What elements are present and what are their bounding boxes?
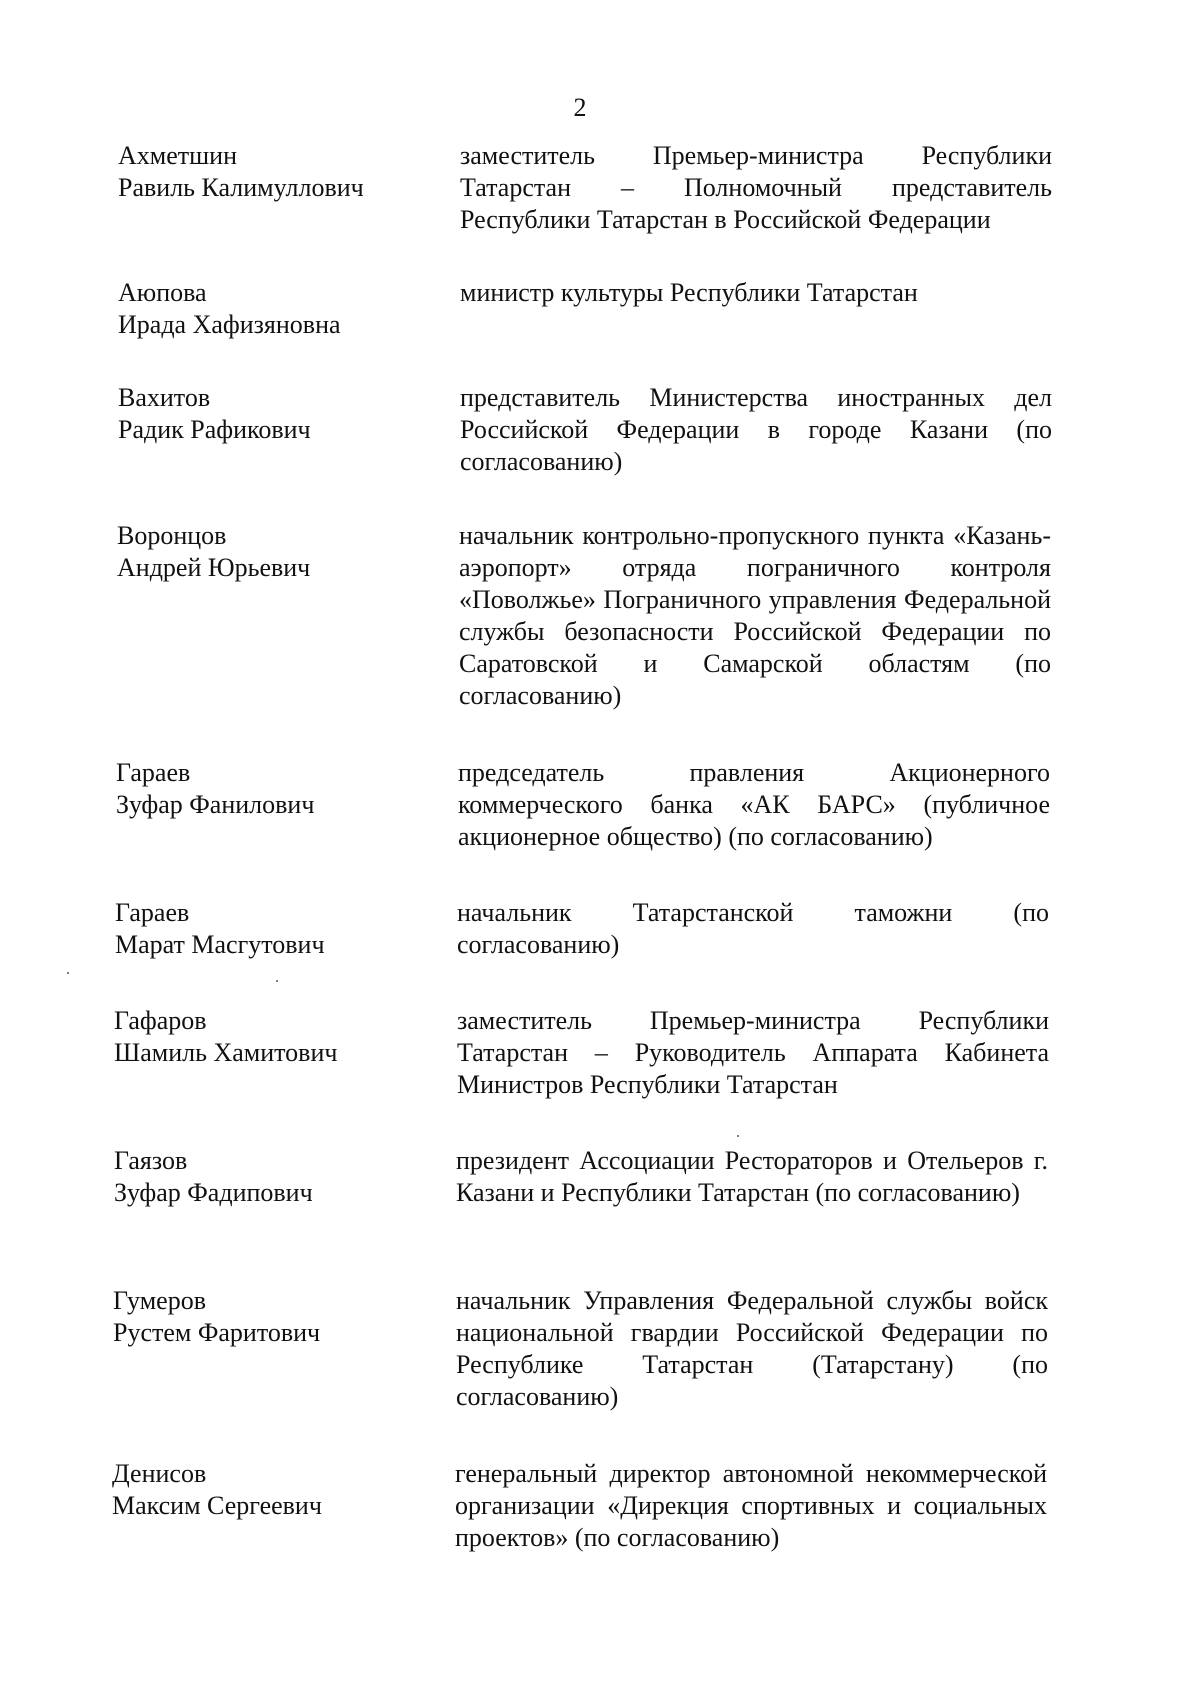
- member-given-names: Равиль Калимуллович: [118, 173, 364, 202]
- member-position: представитель Министерства иностранных дел Российской Федерации в городе Казани (по согласованию): [460, 383, 1052, 476]
- member-position: председатель правления Акционерного коммерческого банка «АК БАРС» (публичное акционерное общество) (по согласованию): [458, 758, 1050, 851]
- member-name: [116, 757, 416, 821]
- scan-speck: [737, 1135, 739, 1137]
- member-name: [113, 1285, 413, 1349]
- member-position: начальник контрольно-пропускного пункта «Казань-аэропорт» отряда пограничного контроля «Поволжье» Пограничного управления Федеральной службы безопасности Российской Федерации по Саратовской и Самарской областям (по согласованию): [459, 521, 1051, 710]
- member-position: президент Ассоциации Рестораторов и Отельеров г. Казани и Республики Татарстан (по согласованию): [456, 1146, 1048, 1207]
- member-given-names: Максим Сергеевич: [112, 1491, 322, 1520]
- member-surname: Ахметшин: [118, 141, 237, 170]
- member-name: [114, 1005, 414, 1069]
- member-surname: Вахитов: [118, 383, 211, 412]
- member-position: начальник Управления Федеральной службы войск национальной гвардии Российской Федерации по Республике Татарстан (Татарстану) (по согласованию): [456, 1286, 1048, 1411]
- member-name: [118, 382, 418, 446]
- member-surname: Гараев: [115, 898, 190, 927]
- member-name: [117, 520, 417, 584]
- member-surname: Гафаров: [114, 1006, 207, 1035]
- member-name: [118, 277, 418, 341]
- member-position: начальник Татарстанской таможни (по согласованию): [457, 898, 1049, 959]
- member-surname: Гараев: [116, 758, 191, 787]
- member-position: генеральный директор автономной некоммерческой организации «Дирекция спортивных и социальных проектов» (по согласованию): [455, 1459, 1047, 1552]
- member-surname: Гумеров: [113, 1286, 206, 1315]
- member-name: [115, 897, 415, 961]
- member-name: [114, 1145, 414, 1209]
- member-surname: Гаязов: [114, 1146, 188, 1175]
- member-given-names: Шамиль Хамитович: [114, 1038, 338, 1067]
- page-number: 2: [573, 93, 587, 122]
- member-position: министр культуры Республики Татарстан: [460, 278, 918, 307]
- scan-speck: [276, 980, 278, 982]
- member-given-names: Андрей Юрьевич: [117, 553, 311, 582]
- member-position: заместитель Премьер-министра Республики Татарстан – Полномочный представитель Республики Татарстан в Российской Федерации: [460, 141, 1052, 234]
- member-name: [112, 1458, 412, 1522]
- member-given-names: Радик Рафикович: [118, 415, 311, 444]
- member-given-names: Рустем Фаритович: [113, 1318, 321, 1347]
- member-given-names: Марат Масгутович: [115, 930, 325, 959]
- member-surname: Денисов: [112, 1459, 207, 1488]
- member-surname: Воронцов: [117, 521, 227, 550]
- member-given-names: Зуфар Фадипович: [114, 1178, 313, 1207]
- member-given-names: Ирада Хафизяновна: [118, 310, 341, 339]
- member-given-names: Зуфар Фанилович: [116, 790, 315, 819]
- member-surname: Аюпова: [118, 278, 207, 307]
- member-position: заместитель Премьер-министра Республики Татарстан – Руководитель Аппарата Кабинета Министров Республики Татарстан: [457, 1006, 1049, 1099]
- scan-speck: [67, 972, 69, 974]
- member-name: [118, 140, 418, 204]
